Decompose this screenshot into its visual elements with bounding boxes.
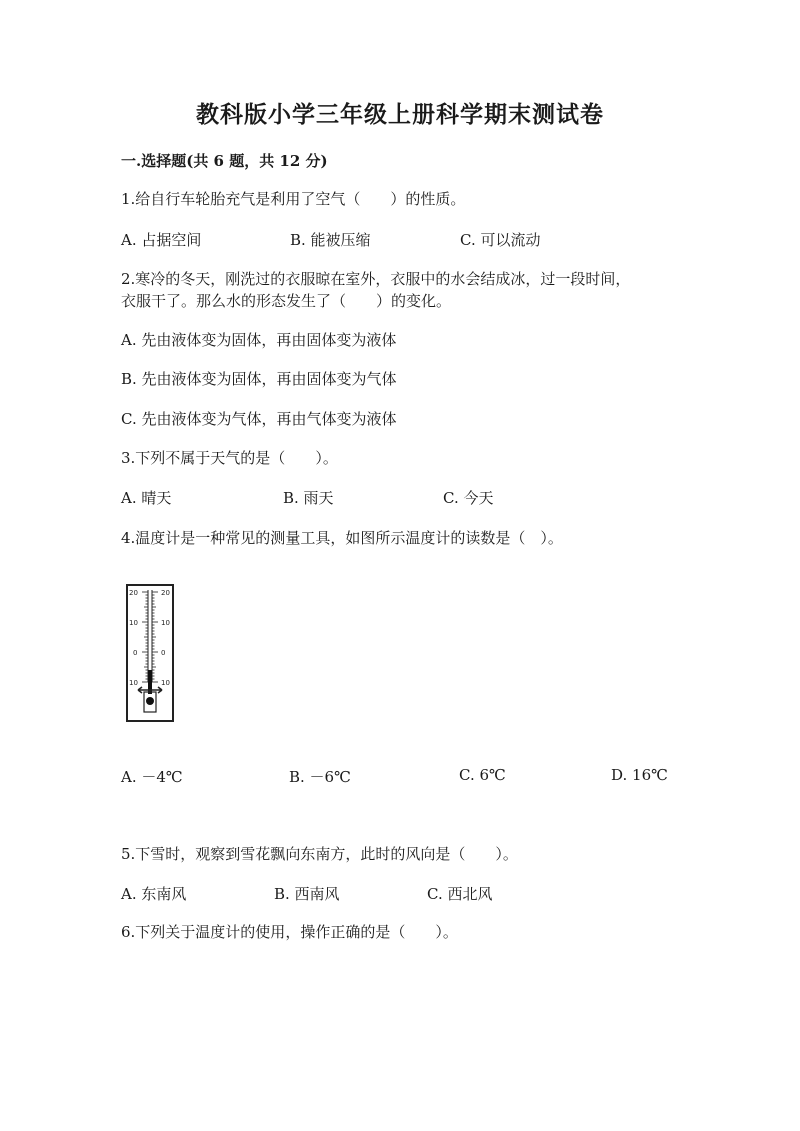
question-4-option-d: D. 16℃ — [611, 766, 668, 784]
question-4-option-b: B. －6℃ — [289, 768, 351, 786]
question-3-option-c: C. 今天 — [443, 489, 494, 507]
scale-label-left-0: 0 — [133, 649, 138, 657]
section-heading: 一.选择题(共 6 题，共 12 分) — [121, 152, 328, 170]
question-1-option-a: A. 占据空间 — [121, 231, 202, 249]
question-2-option-a: A. 先由液体变为固体，再由固体变为液体 — [121, 331, 397, 349]
question-2-option-b: B. 先由液体变为固体，再由固体变为气体 — [121, 370, 397, 388]
scale-label-left-minus-10: 10 — [129, 679, 138, 687]
thermometer-bulb — [146, 697, 154, 705]
question-6-stem: 6.下列关于温度计的使用，操作正确的是（ ）。 — [121, 923, 458, 941]
scale-label-left-20: 20 — [129, 589, 138, 597]
question-5-option-b: B. 西南风 — [274, 885, 340, 903]
scale-label-left-10: 10 — [129, 619, 138, 627]
question-5-option-a: A. 东南风 — [121, 885, 187, 903]
question-1-option-c: C. 可以流动 — [460, 231, 541, 249]
scale-label-right-20: 20 — [161, 589, 170, 597]
question-4-option-c: C. 6℃ — [459, 766, 506, 784]
scale-label-right-0: 0 — [161, 649, 166, 657]
scale-label-right-minus-10: 10 — [161, 679, 170, 687]
exam-title: 教科版小学三年级上册科学期末测试卷 — [196, 101, 604, 128]
question-1-stem: 1.给自行车轮胎充气是利用了空气（ ）的性质。 — [121, 190, 466, 208]
question-1-option-b: B. 能被压缩 — [290, 231, 371, 249]
question-4-option-a: A. －4℃ — [121, 768, 183, 786]
thermometer-ticks — [142, 592, 158, 682]
question-4-stem: 4.温度计是一种常见的测量工具，如图所示温度计的读数是（ ）。 — [121, 529, 563, 547]
question-2-option-c: C. 先由液体变为气体，再由气体变为液体 — [121, 410, 397, 428]
question-3-option-b: B. 雨天 — [283, 489, 334, 507]
question-2-stem-line-2: 衣服干了。那么水的形态发生了（ ）的变化。 — [121, 292, 452, 310]
scale-label-right-10: 10 — [161, 619, 170, 627]
thermometer-figure — [126, 584, 174, 722]
question-3-stem: 3.下列不属于天气的是（ ）。 — [121, 449, 338, 467]
question-2-stem-line-1: 2.寒冷的冬天，刚洗过的衣服晾在室外，衣服中的水会结成冰，过一段时间， — [121, 270, 631, 288]
question-5-stem: 5.下雪时，观察到雪花飘向东南方，此时的风向是（ ）。 — [121, 845, 518, 863]
question-3-option-a: A. 晴天 — [121, 489, 172, 507]
question-5-option-c: C. 西北风 — [427, 885, 493, 903]
